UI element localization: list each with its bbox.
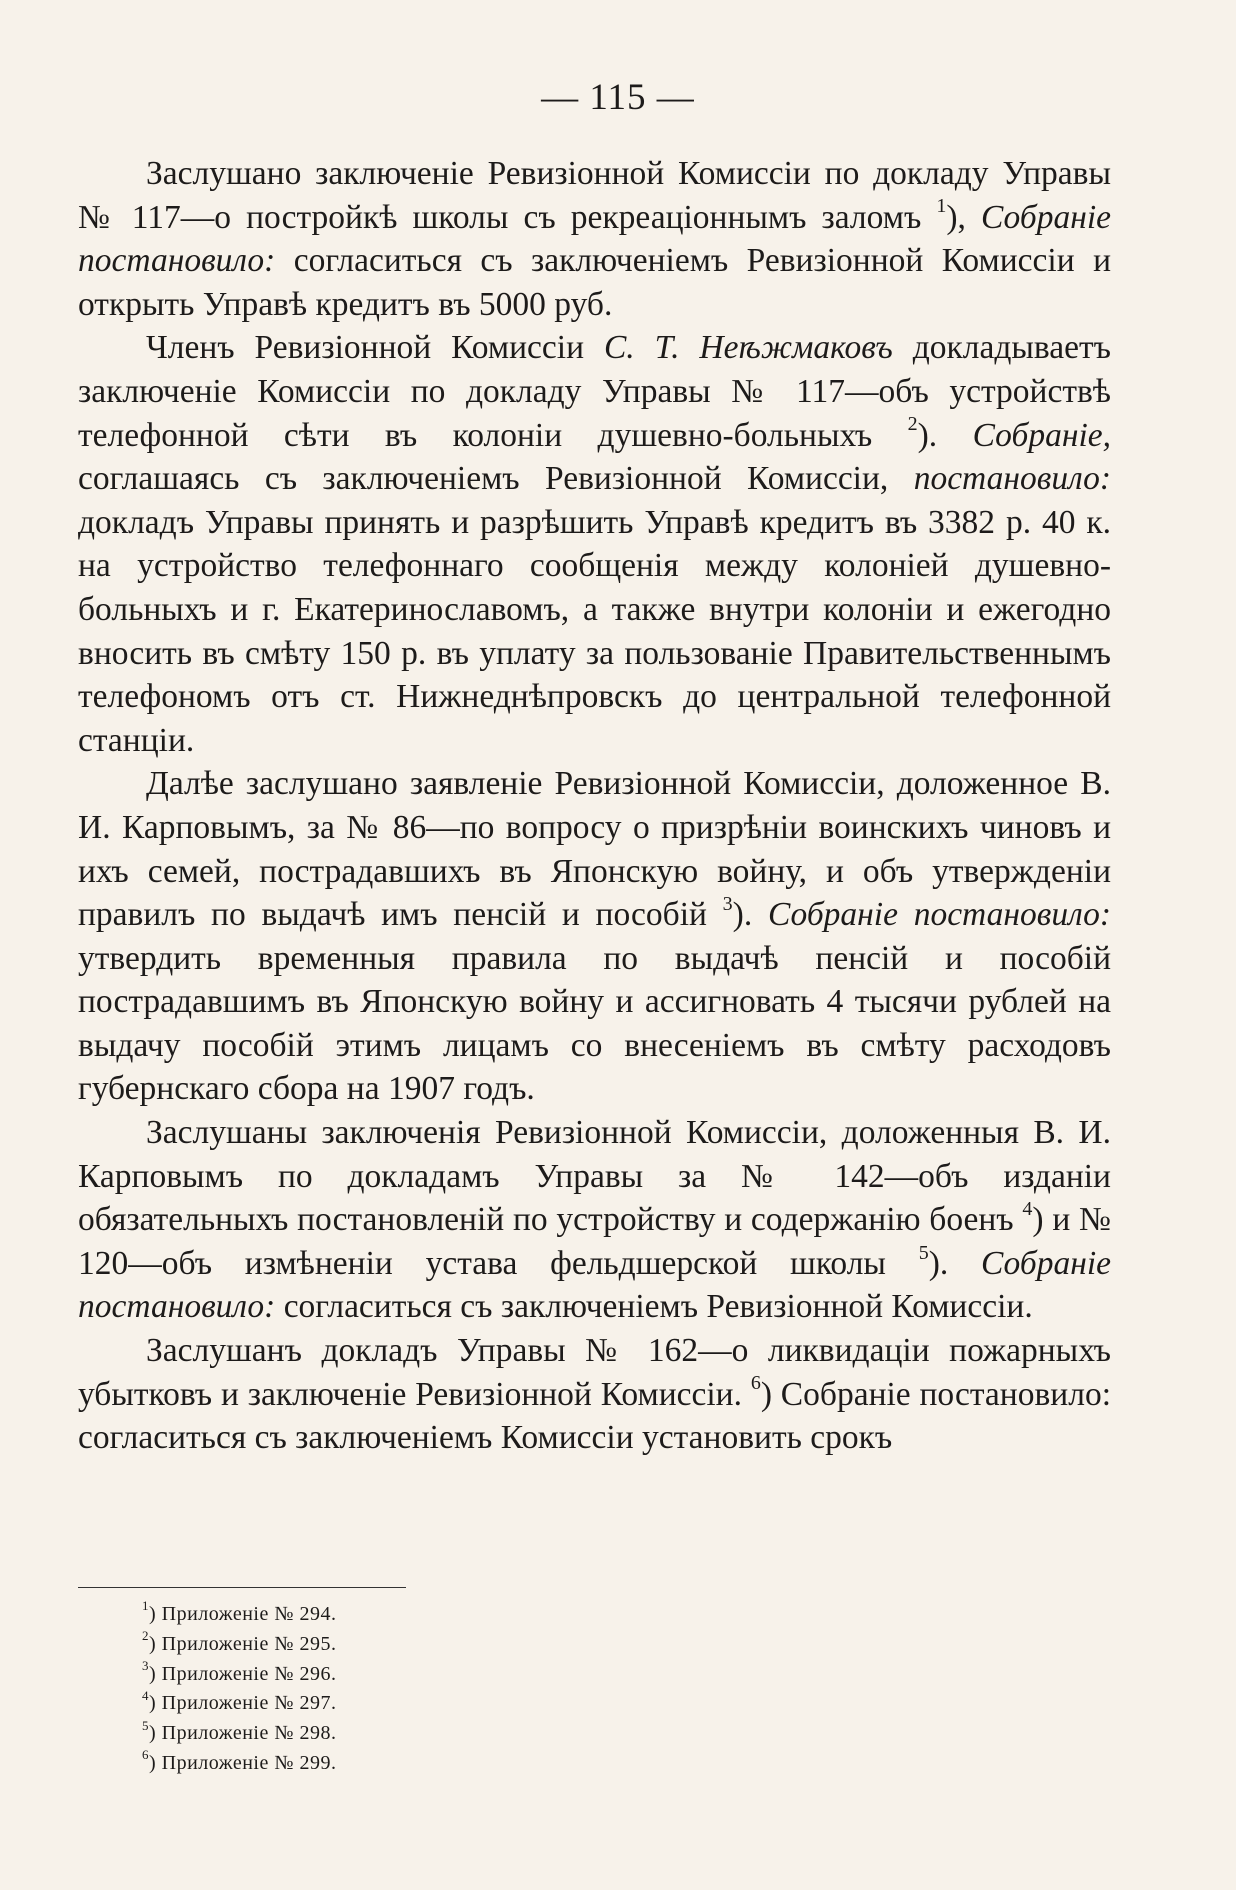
paragraph-5 (78, 1329, 1111, 1460)
page-number: — 115 — (541, 77, 695, 118)
footnote-text: ) Приложеніе № 297. (149, 1692, 337, 1715)
footnote-ref-4: 4 (1022, 1198, 1033, 1221)
footnote-text: ) Приложеніе № 298. (149, 1722, 337, 1745)
footnote-ref-6: 6 (750, 1372, 761, 1395)
footnote-mark: 4 (142, 1687, 149, 1703)
text-run: ). (928, 1244, 981, 1282)
footnote-6 (142, 1749, 336, 1779)
footnote-ref-5: 5 (918, 1241, 929, 1264)
text-run: ). (732, 896, 768, 934)
resolution-label: постановило: (913, 460, 1111, 498)
assembly-label: Собраніе, (972, 416, 1111, 454)
footnote-mark: 2 (142, 1628, 149, 1644)
footnote-ref-2: 2 (907, 413, 918, 436)
footnote-mark: 1 (142, 1598, 149, 1614)
footnote-1 (142, 1600, 336, 1630)
text-run: Заслушано заключеніе Ревизіонной Комиссіи по докладу Управы № 117—о постройкѣ школы съ рекреаціоннымъ заломъ (78, 155, 1111, 236)
text-run: Заслушанъ докладъ Управы № 162—о ликвидаціи пожарныхъ убытковъ и заключеніе Ревизіонной Комиссіи. (78, 1332, 1111, 1413)
text-run: докладъ Управы принять и разрѣшить Управѣ кредитъ въ 3382 р. 40 к. на устройство телефоннаго сообщенія между колоніей душевно-больныхъ и г. Екатеринославомъ, а также внутри колоніи и ежегодно вносить въ смѣту 150 р. въ уплату за пользованіе Правительственнымъ телефономъ отъ ст. Нижнеднѣпровскъ до центральной телефонной станціи. (78, 503, 1111, 759)
text-run: ) Собраніе постановило: согласиться съ заключеніемъ Комиссіи установить срокъ (78, 1375, 1112, 1457)
footnote-mark: 3 (142, 1657, 149, 1673)
resolution-label: Собраніе постановило: (78, 1244, 1112, 1326)
footnote-text: ) Приложеніе № 299. (149, 1751, 337, 1774)
footnote-ref-3: 3 (722, 892, 733, 915)
body-text (78, 152, 1111, 1460)
footnote-5 (142, 1719, 336, 1749)
paragraph-2 (78, 326, 1111, 762)
paragraph-1 (78, 152, 1111, 326)
text-run: ), (946, 198, 981, 236)
text-run: согласиться съ заключеніемъ Ревизіонной Комиссіи. (275, 1288, 1033, 1326)
footnote-3 (142, 1657, 337, 1690)
paragraph-4 (78, 1111, 1111, 1329)
footnote-text: ) Приложеніе № 295. (149, 1632, 337, 1655)
footnote-text: ) Приложеніе № 294. (149, 1603, 337, 1625)
text-run: докладываетъ заключеніе Комиссіи по докладу Управы № 117—объ устройствѣ телефонной сѣти въ колоніи душевно-больныхъ (78, 329, 1111, 454)
footnote-mark: 5 (142, 1717, 149, 1733)
footnote-2 (142, 1630, 336, 1660)
paragraph-3 (78, 762, 1111, 1111)
text-run: ). (917, 416, 973, 454)
footnote-text: ) Приложеніе № 296. (149, 1662, 337, 1685)
footnote-ref-1: 1 (936, 195, 947, 218)
text-run: Членъ Ревизіонной Комиссіи (146, 329, 604, 367)
text-run: ) и № 120—объ измѣненіи устава фельдшерской школы (78, 1201, 1111, 1282)
text-run: Заслушаны заключенія Ревизіонной Комиссіи, доложенныя В. И. Карповымъ по докладамъ Управы за № 142—объ изданіи обязательныхъ постановленій по устройству и содержанію боенъ (78, 1114, 1111, 1239)
footnote-divider (78, 1587, 406, 1588)
text-run: Далѣе заслушано заявленіе Ревизіонной Комиссіи, доложенное В. И. Карповымъ, за № 86—по вопросу о призрѣніи воинскихъ чиновъ и ихъ семей, пострадавшихъ въ Японскую войну, и объ утвержденіи правилъ по выдачѣ имъ пенсій и пособій (78, 765, 1111, 934)
text-run: утвердить временныя правила по выдачѣ пенсій и пособій пострадавшимъ въ Японскую войну и ассигновать 4 тысячи рублей на выдачу пособій этимъ лицамъ со внесеніемъ въ смѣту расходовъ губернскаго сбора на 1907 годъ. (78, 939, 1111, 1108)
footnote-mark: 6 (142, 1747, 149, 1763)
footnotes (142, 1600, 336, 1779)
text-run: соглашаясь съ заключеніемъ Ревизіонной Комиссіи, (78, 460, 914, 498)
text-run: согласиться съ заключеніемъ Ревизіонной Комиссіи и открыть Управѣ кредитъ въ 5000 руб. (78, 242, 1111, 323)
member-name: С. Т. Неѣжмаковъ (603, 329, 893, 367)
resolution-label: Собраніе постановило: (78, 198, 1112, 280)
resolution-label: Собраніе постановило: (767, 896, 1111, 934)
footnote-4 (142, 1689, 336, 1719)
